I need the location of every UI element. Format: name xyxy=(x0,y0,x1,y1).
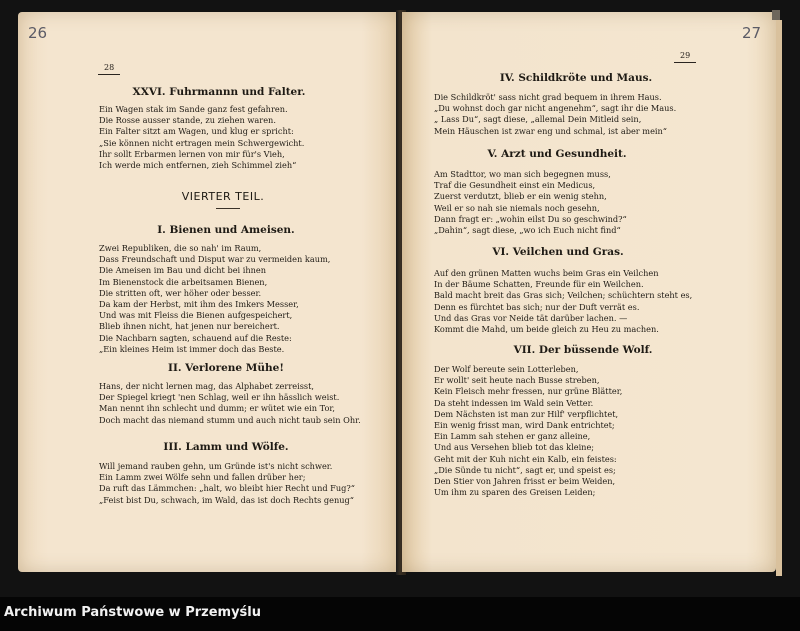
verse-line: Kein Fleisch mehr fressen, nur grüne Blätter, xyxy=(434,386,623,397)
verse-line: Mein Häuschen ist zwar eng und schmal, ist aber mein“ xyxy=(434,125,667,136)
archive-label: Archiwum Państwowe w Przemyślu xyxy=(4,605,262,620)
binding-clip xyxy=(772,10,780,20)
verse-line: Die Nachbarn sagten, schauend auf die Reste: xyxy=(99,332,292,343)
poem-text xyxy=(99,243,330,355)
poem-title: III. Lamm und Wölfe. xyxy=(163,441,289,453)
archive-folio-right: 27 xyxy=(742,24,762,42)
verse-line: Blieb ihnen nicht, hat jenen nur bereichert. xyxy=(99,321,280,332)
archive-folio-left: 26 xyxy=(28,24,48,42)
verse-line: Auf den grünen Matten wuchs beim Gras ein Veilchen xyxy=(434,268,659,278)
poem-text xyxy=(434,268,692,335)
verse-line: Doch macht das niemand stumm und auch nicht taub sein Ohr. xyxy=(99,414,361,425)
poem-title: IV. Schildkröte und Maus. xyxy=(499,72,653,84)
page-number-left: 28 xyxy=(104,63,115,72)
verse-line: Denn es fürchtet bas sich; nur der Duft verrät es. xyxy=(434,301,640,312)
verse-line: Der Spiegel kriegt 'nen Schlag, weil er ihn hässlich weist. xyxy=(99,392,340,403)
verse-line: Da steht indessen im Wald sein Vetter. xyxy=(434,397,594,408)
part-title: VIERTER TEIL. xyxy=(181,190,265,203)
verse-line: „Dahin“, sagt diese, „wo ich Euch nicht find“ xyxy=(434,225,621,236)
verse-line: „Die Sünde tu nicht“, sagt er, und speist es; xyxy=(434,464,616,475)
verse-line: Traf die Gesundheit einst ein Medicus, xyxy=(434,180,596,191)
verse-line: „ Lass Du“, sagt diese, „allemal Dein Mitleid sein, xyxy=(434,114,642,125)
verse-line: Hans, der nicht lernen mag, das Alphabet zerreisst, xyxy=(99,381,314,391)
verse-line: Dann fragt er: „wohin eilst Du so geschwind?“ xyxy=(434,213,627,224)
verse-line: Zwei Republiken, die so nah' im Raum, xyxy=(99,243,262,253)
verse-line: Dem Nächsten ist man zur Hilf' verpflichtet, xyxy=(434,408,619,419)
page-number-right: 29 xyxy=(680,51,691,60)
verse-line: Da kam der Herbst, mit ihm des Imkers Messer, xyxy=(99,299,299,310)
poem-title: VI. Veilchen und Gras. xyxy=(492,246,624,258)
poem-title: I. Bienen und Ameisen. xyxy=(157,224,295,236)
verse-line: Die stritten oft, wer höher oder besser. xyxy=(99,287,262,298)
verse-line: Ein Lamm sah stehen er ganz alleine, xyxy=(434,431,591,442)
verse-line: Kommt die Mahd, um beide gleich zu Heu zu machen. xyxy=(434,324,659,335)
poem-title: XXVI. Fuhrmannn und Falter. xyxy=(132,86,306,98)
page-number-rule xyxy=(674,62,696,63)
poem-title: V. Arzt und Gesundheit. xyxy=(487,148,627,160)
verse-line: „Du wohnst doch gar nicht angenehm“, sagt ihr die Maus. xyxy=(434,103,677,114)
right-page xyxy=(402,12,776,572)
verse-line: Man nennt ihn schlecht und dumm; er wütet wie ein Tor, xyxy=(99,403,335,414)
verse-line: Die Rosse ausser stande, zu ziehen waren. xyxy=(99,115,276,126)
verse-line: Geht mit der Kuh nicht ein Kalb, ein feistes: xyxy=(434,453,617,464)
verse-line: „Feist bist Du, schwach, im Wald, das ist doch Rechts genug“ xyxy=(99,494,354,505)
verse-line: Weil er so nah sie niemals noch gesehn, xyxy=(434,202,600,213)
poem-text xyxy=(434,169,627,236)
verse-line: Ich werde mich entfernen, zieh Schimmel zieh“ xyxy=(99,160,297,171)
verse-line: Im Bienenstock die arbeitsamen Bienen, xyxy=(99,276,268,287)
verse-line: Um ihm zu sparen des Greisen Leiden; xyxy=(434,487,596,498)
verse-line: Und was mit Fleiss die Bienen aufgespeichert, xyxy=(99,310,293,321)
poem-title: VII. Der büssende Wolf. xyxy=(513,344,653,356)
part-rule xyxy=(216,208,240,209)
verse-line: Ein Lamm zwei Wölfe sehn und fallen drüber her; xyxy=(99,472,306,483)
verse-line: Am Stadttor, wo man sich begegnen muss, xyxy=(434,169,611,179)
verse-line: Bald macht breit das Gras sich; Veilchen; schüchtern steht es, xyxy=(434,290,693,301)
verse-line: „Ein kleines Heim ist immer doch das Beste. xyxy=(99,343,285,354)
verse-line: Er wollt' seit heute nach Busse streben, xyxy=(434,375,600,386)
verse-line: „Sie können nicht ertragen mein Schwergewicht. xyxy=(99,137,305,148)
verse-line: Die Schildkröt' sass nicht grad bequem in ihrem Haus. xyxy=(434,92,662,102)
poem-text xyxy=(99,381,361,426)
poem-text xyxy=(434,92,676,137)
poem-text xyxy=(434,364,622,498)
page-number-rule xyxy=(98,74,120,75)
verse-line: In der Bäume Schatten, Freunde für ein Weilchen. xyxy=(434,279,644,290)
verse-line: Der Wolf bereute sein Lotterleben, xyxy=(434,364,579,374)
poem-title: II. Verlorene Mühe! xyxy=(168,362,284,374)
verse-line: Ein Falter sitzt am Wagen, und klug er spricht: xyxy=(99,126,294,137)
verse-line: Da ruft das Lämmchen: „halt, wo bleibt hier Recht und Fug?“ xyxy=(99,483,355,494)
verse-line: Den Stier von Jahren frisst er beim Weiden, xyxy=(434,476,616,487)
verse-line: Will jemand rauben gehn, um Gründe ist's nicht schwer. xyxy=(99,461,333,471)
left-page xyxy=(18,12,400,572)
verse-line: Dass Freundschaft und Disput war zu vermeiden kaum, xyxy=(99,254,331,265)
verse-line: Und aus Versehen blieb tot das kleine; xyxy=(434,442,595,453)
verse-line: Ein wenig frisst man, wird Dank entrichtet; xyxy=(434,420,615,431)
verse-line: Ihr sollt Erbarmen lernen von mir für's Vieh, xyxy=(99,148,285,159)
poem-text xyxy=(99,104,304,171)
page-edge xyxy=(776,20,782,576)
verse-line: Und das Gras vor Neide tät darüber lachen. — xyxy=(434,312,628,323)
verse-line: Zuerst verdutzt, blieb er ein wenig stehn, xyxy=(434,191,607,202)
archive-footer xyxy=(0,597,800,631)
verse-line: Ein Wagen stak im Sande ganz fest gefahren. xyxy=(99,104,288,114)
poem-text xyxy=(99,461,355,506)
verse-line: Die Ameisen im Bau und dicht bei ihnen xyxy=(99,265,267,276)
